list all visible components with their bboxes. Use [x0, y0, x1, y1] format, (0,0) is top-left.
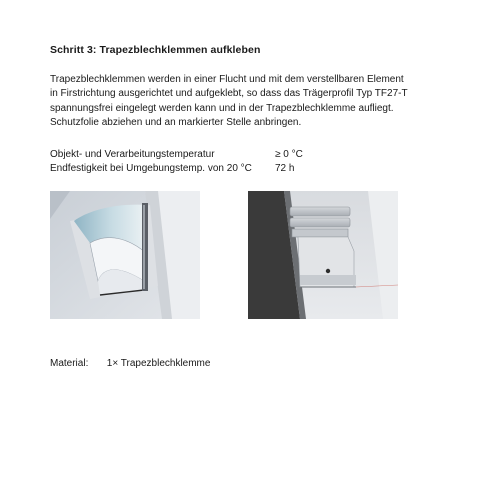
spec-row-temperature [50, 148, 303, 162]
peel-film-illustration [50, 191, 200, 319]
spec-label: Endfestigkeit bei Umgebungstemp. von 20 °C [50, 162, 252, 174]
spec-value: 72 h [275, 162, 295, 174]
material-value: 1× Trapezblechklemme [106, 358, 211, 369]
paragraph-line: Schutzfolie abziehen und an markierter Stelle anbringen. [50, 117, 302, 129]
material-label: Material: [50, 358, 89, 369]
instruction-paragraph [50, 73, 460, 131]
spec-row-curing [50, 162, 303, 176]
spec-value: ≥ 0 °C [275, 149, 303, 160]
paragraph-line: in Firstrichtung ausgerichtet und aufgeklebt, so dass das Trägerprofil Typ TF27-T [50, 88, 408, 100]
step-heading: Schritt 3: Trapezblechklemmen aufkleben [50, 44, 261, 56]
paragraph-line: Trapezblechklemmen werden in einer Flucht und mit dem verstellbaren Element [50, 74, 404, 85]
material-line [50, 358, 210, 369]
paragraph-line: spannungsfrei eingelegt werden kann und in der Trapezblechklemme aufliegt. [50, 102, 394, 114]
mounted-clamp-illustration [248, 191, 398, 319]
spec-table [50, 148, 303, 175]
spec-label: Objekt- und Verarbeitungstemperatur [50, 149, 215, 160]
